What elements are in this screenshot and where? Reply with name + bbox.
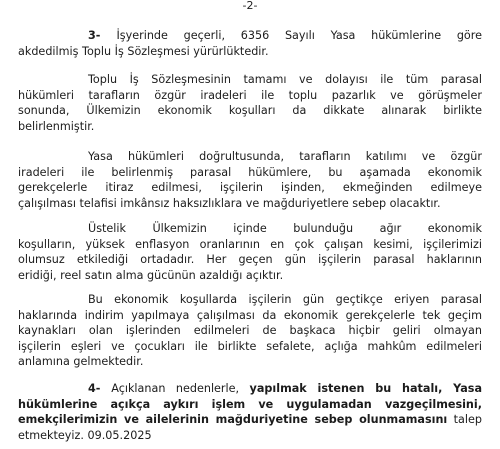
- text-run: etmekteyiz. 09.05.2025: [18, 428, 152, 442]
- text-line: [18, 323, 482, 339]
- text-run: koşulların, yüksek enflasyon oranlarının en çok çalışan kesimi, işçilerimizi: [18, 237, 482, 251]
- paragraph-4-demand: [18, 381, 482, 443]
- text-line: [18, 354, 482, 370]
- text-run: talep: [447, 413, 482, 426]
- bold-text-run: 4-: [88, 382, 112, 395]
- text-line: [18, 339, 482, 355]
- text-line: [18, 428, 482, 444]
- paragraph-economic-conditions: [18, 221, 482, 283]
- text-line: [18, 268, 482, 284]
- text-run: hükümleri tarafların özgür iradeleri ile toplu pazarlık ve görüşmeler: [18, 88, 482, 102]
- text-line: [18, 308, 482, 324]
- paragraph-collective-agreement: [18, 72, 482, 134]
- text-line: [18, 292, 482, 308]
- text-run: çalışılması telafisi imkânsız haksızlıklara ve mağduriyetlere sebep olacaktır.: [18, 196, 441, 210]
- text-line: [18, 88, 482, 104]
- paragraph-wage-reduction: [18, 292, 482, 370]
- bold-text-run: 3-: [88, 29, 117, 42]
- text-line: [18, 28, 482, 44]
- text-run: gerekçelerle itiraz edilmesi, işçilerin işinden, ekmeğinden edilmeye: [18, 181, 482, 194]
- text-run: Üstelik Ülkemizin içinde bulunduğu ağır ekonomik: [88, 222, 482, 235]
- text-run: Açıklanan nedenlerle,: [111, 382, 250, 395]
- text-line: [18, 44, 482, 60]
- text-run: olumsuz etkilediği ortadadır. Her geçen gün işçilerin parasal haklarının: [18, 253, 482, 266]
- text-line: [18, 72, 482, 88]
- text-run: Yasa hükümleri doğrultusunda, tarafların katılımı ve özgür: [88, 150, 482, 163]
- text-line: [18, 381, 482, 397]
- bold-text-run: yapılmak istenen bu hatalı, Yasa: [249, 382, 482, 395]
- text-line: [18, 119, 482, 135]
- text-line: [18, 221, 482, 237]
- text-line: [18, 412, 482, 428]
- text-run: anlamına gelmektedir.: [18, 355, 144, 368]
- paragraph-legal-provisions: [18, 149, 482, 211]
- text-run: Bu ekonomik koşullarda işçilerin gün geçtikçe eriyen parasal: [88, 293, 482, 306]
- text-line: [18, 252, 482, 268]
- page-number: -2-: [242, 0, 258, 12]
- text-line: [18, 180, 482, 196]
- text-run: sonunda, Ülkemizin ekonomik koşulları da dikkate alınarak birlikte: [18, 104, 482, 117]
- text-line: [18, 196, 482, 212]
- text-run: belirlenmiştir.: [18, 119, 95, 133]
- bold-text-run: emekçilerimizin ve ailelerinin mağduriyetine sebep olunmamasını: [18, 413, 448, 426]
- text-run: işçilerin eşleri ve çocukları ile birlikte sefalete, açlığa mahkûm edilmeleri: [18, 339, 482, 353]
- text-run: iradeleri ile belirlenmiş parasal hükümlere, bu aşamada ekonomik: [18, 165, 482, 179]
- text-line: [18, 397, 482, 413]
- text-line: [18, 149, 482, 165]
- text-line: [18, 165, 482, 181]
- text-run: eridiği, reel satın alma gücünün azaldığı açıktır.: [18, 268, 284, 282]
- text-line: [18, 103, 482, 119]
- text-line: [18, 237, 482, 253]
- paragraph-3: [18, 28, 482, 59]
- text-run: İşyerinde geçerli, 6356 Sayılı Yasa hükümlerine göre: [116, 29, 482, 42]
- text-run: kaynakları olan işlerinden edilmeleri de başkaca hiçbir geliri olmayan: [18, 324, 482, 337]
- bold-text-run: hükümlerine açıkça aykırı işlem ve uygulamadan vazgeçilmesini,: [18, 397, 482, 411]
- text-run: akdedilmiş Toplu İş Sözleşmesi yürürlüktedir.: [18, 44, 269, 58]
- text-run: Toplu İş Sözleşmesinin tamamı ve dolayısı ile tüm parasal: [88, 73, 482, 86]
- text-run: haklarında indirim yapılmaya çalışılması da ekonomik gerekçelerle tek geçim: [18, 308, 482, 322]
